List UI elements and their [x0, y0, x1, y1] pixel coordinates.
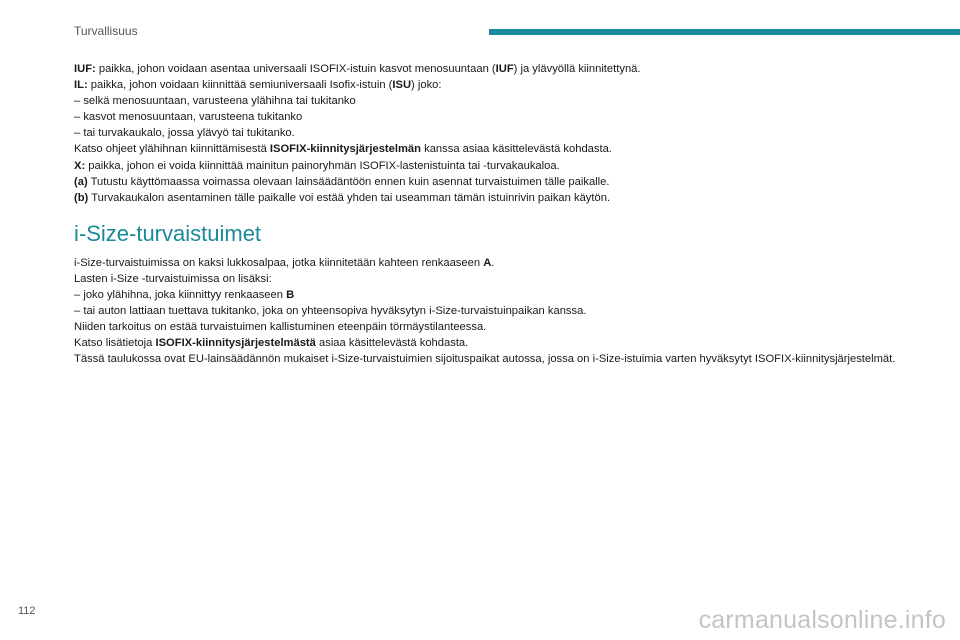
legend-iuf [74, 61, 934, 77]
text: paikka, johon ei voida kiinnittää mainitun painoryhmän ISOFIX-lastenistuinta tai -turvakaukaloa. [85, 159, 560, 172]
page-content [74, 61, 934, 368]
text: Katso ohjeet ylähihnan kiinnittämisestä [74, 143, 270, 156]
text: paikka, johon voidaan asentaa universaali ISOFIX-istuin kasvot menosuuntaan ( [95, 63, 496, 75]
reference: ISOFIX-kiinnitysjärjestelmän [269, 143, 421, 156]
legend-x [74, 158, 934, 174]
isize-see-more [74, 335, 934, 351]
list-item: – selkä menosuuntaan, varusteena ylähihna tai tukitanko [74, 95, 356, 108]
ring-label: B [286, 289, 295, 302]
legend-il [74, 77, 934, 93]
term: X: [74, 159, 86, 172]
isize-table-intro: Tässä taulukossa ovat EU-lainsäädännön mukaiset i-Size-turvaistuimien sijoituspaikat autossa, jossa on i-Size-istuimia varten hyväksytyt ISOFIX-kiinnitysjärjestelmät. [74, 353, 896, 366]
term: IL: [74, 79, 88, 92]
note-a [74, 174, 934, 190]
isize-intro [74, 255, 934, 271]
text: . [491, 256, 495, 269]
text: Katso lisätietoja [74, 337, 156, 350]
tether-note [74, 141, 934, 157]
watermark: carmanualsonline.info [698, 606, 946, 634]
term: (b) [74, 191, 89, 204]
list-item [74, 287, 934, 303]
text: ) ja ylävyöllä kiinnitettynä. [513, 63, 641, 75]
section-title: Turvallisuus [74, 24, 138, 38]
text: ) joko: [411, 79, 442, 92]
term: (a) [74, 175, 88, 188]
note-b [74, 190, 934, 206]
term: IUF: [74, 63, 96, 75]
text: Tutustu käyttömaassa voimassa olevaan lainsäädäntöön ennen kuin asennat turvaistuimen tälle paikalle. [87, 175, 610, 188]
reference: ISOFIX-kiinnitysjärjestelmästä [155, 337, 316, 350]
list-item: – kasvot menosuuntaan, varusteena tukitanko [74, 111, 303, 124]
page-number: 112 [18, 605, 36, 617]
list-item: – tai turvakaukalo, jossa ylävyö tai tukitanko. [74, 127, 295, 140]
code: IUF [495, 63, 514, 75]
code: ISU [392, 79, 412, 92]
section-heading: i-Size-turvaistuimet [74, 220, 262, 246]
text: asiaa käsittelevästä kohdasta. [315, 337, 469, 350]
text: – joko ylähihna, joka kiinnittyy renkaaseen [74, 289, 287, 302]
text: i-Size-turvaistuimissa on kaksi lukkosalpaa, jotka kiinnitetään kahteen renkaaseen [74, 256, 484, 269]
isize-additional: Lasten i-Size -turvaistuimissa on lisäksi: [74, 272, 272, 285]
isize-purpose: Niiden tarkoitus on estää turvaistuimen kallistuminen eteenpäin törmäystilanteessa. [74, 321, 487, 334]
text: Turvakaukalon asentaminen tälle paikalle voi estää yhden tai useamman tämän istuinrivin paikan käytön. [88, 191, 611, 204]
text: paikka, johon voidaan kiinnittää semiuniversaali Isofix-istuin ( [87, 79, 393, 92]
header-accent-bar [489, 29, 960, 35]
list-item: – tai auton lattiaan tuettava tukitanko, joka on yhteensopiva hyväksytyn i-Size-turvaistuinpaikan kanssa. [74, 305, 587, 318]
text: kanssa asiaa käsittelevästä kohdasta. [421, 143, 612, 156]
ring-label: A [483, 256, 492, 269]
